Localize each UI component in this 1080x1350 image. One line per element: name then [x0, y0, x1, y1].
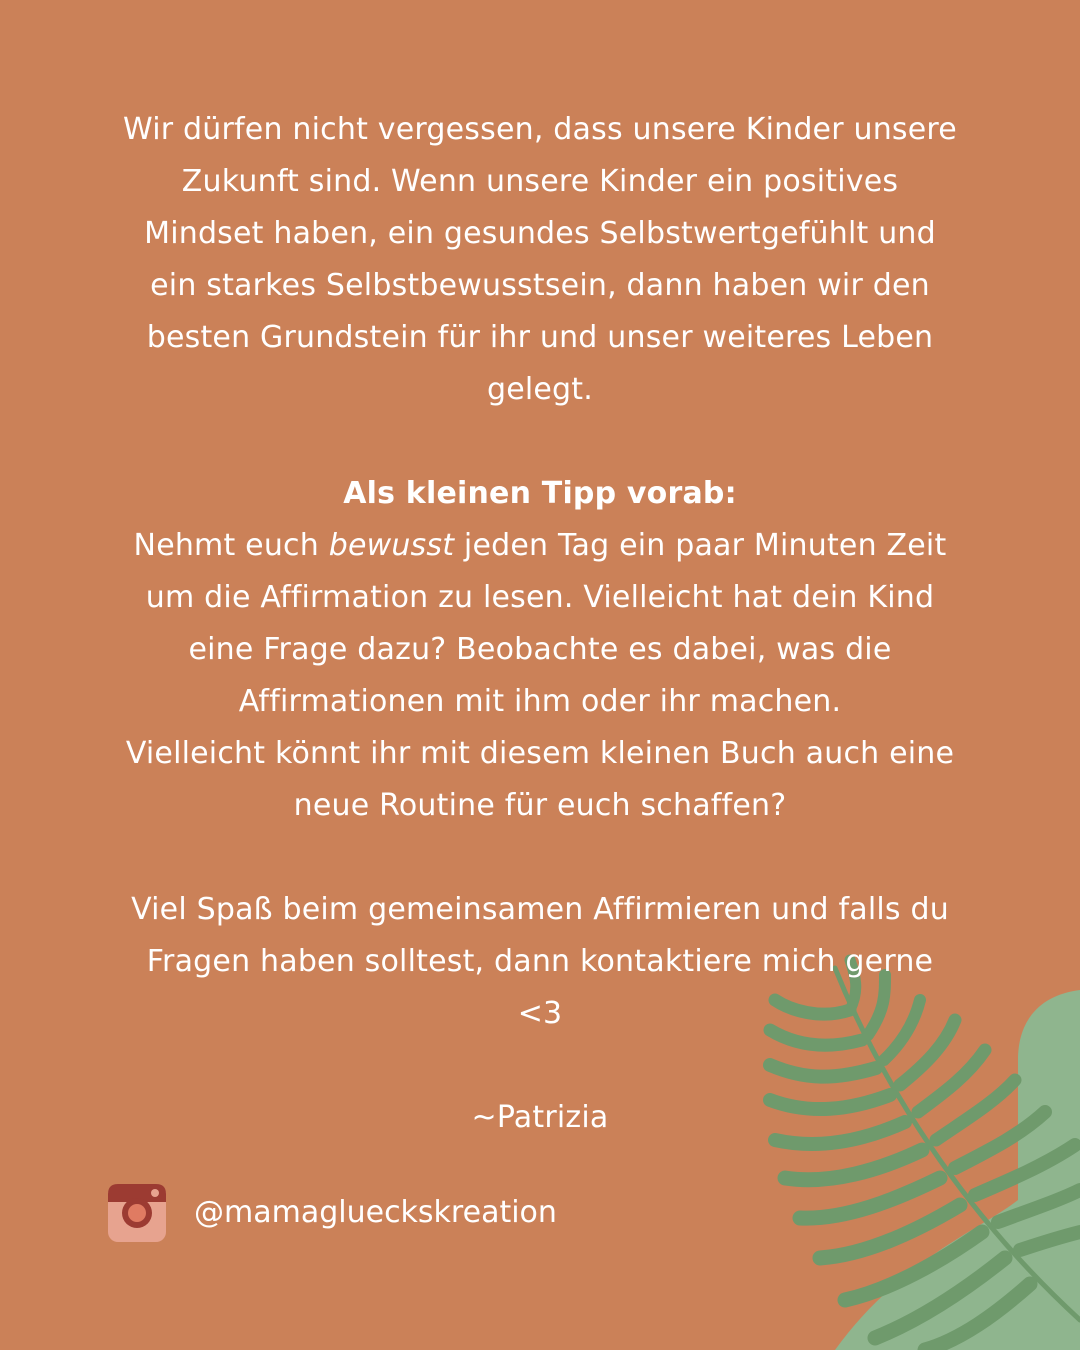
tip-section: [90, 468, 990, 832]
tip-line: eine Frage dazu? Beobachte es dabei, was die: [188, 632, 892, 667]
intro-line: ein starkes Selbstbewusstsein, dann haben wir den: [150, 268, 930, 303]
spacer: [90, 1040, 990, 1092]
tip-heading: Als kleinen Tipp vorab:: [343, 476, 737, 511]
tip-line: Affirmationen mit ihm oder ihr machen.: [238, 684, 842, 719]
tip-line-end: jeden Tag ein paar Minuten Zeit: [454, 528, 947, 563]
tip-line-start: Nehmt euch: [133, 528, 329, 563]
signature: ~Patrizia: [471, 1100, 609, 1135]
tip-line: [90, 520, 990, 572]
closing-paragraph: [90, 884, 990, 1040]
instagram-camera-icon[interactable]: [108, 1184, 166, 1242]
intro-line: Mindset haben, ein gesundes Selbstwertgefühlt und: [144, 216, 936, 251]
spacer: [90, 416, 990, 468]
tip-line: neue Routine für euch schaffen?: [293, 788, 787, 823]
intro-paragraph: [90, 104, 990, 416]
instagram-handle[interactable]: @mamaglueckskreation: [194, 1195, 557, 1230]
intro-line: Wir dürfen nicht vergessen, dass unsere Kinder unsere: [123, 112, 957, 147]
tip-emphasis: bewusst: [328, 528, 455, 563]
closing-line: Fragen haben solltest, dann kontaktiere mich gerne: [146, 944, 934, 979]
heart-emoticon: <3: [517, 996, 563, 1031]
intro-line: Zukunft sind. Wenn unsere Kinder ein positives: [181, 164, 899, 199]
intro-line: gelegt.: [486, 372, 594, 407]
spacer: [90, 832, 990, 884]
intro-line: besten Grundstein für ihr und unser weiteres Leben: [146, 320, 934, 355]
tip-line: um die Affirmation zu lesen. Vielleicht hat dein Kind: [145, 580, 935, 615]
closing-line: Viel Spaß beim gemeinsamen Affirmieren und falls du: [131, 892, 949, 927]
main-text: [90, 104, 990, 1144]
instagram-footer[interactable]: [108, 1184, 557, 1242]
tip-line: Vielleicht könnt ihr mit diesem kleinen Buch auch eine: [125, 736, 955, 771]
